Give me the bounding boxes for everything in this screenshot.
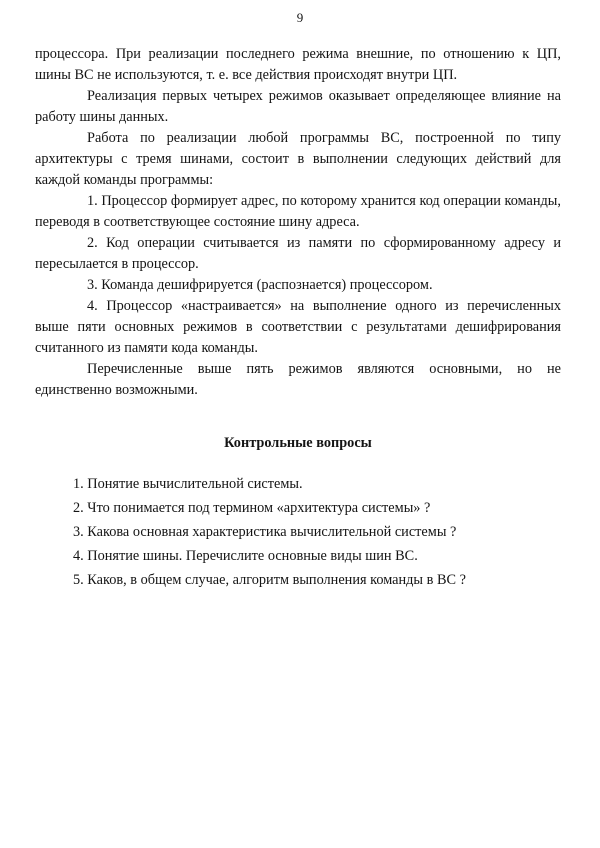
paragraph-program-execution: Работа по реализации любой программы ВС, построенной по типу архитектуры с тремя шинами, состоит в выполнении следующих действий для каждой команды программы: — [35, 130, 561, 188]
questions-list — [35, 472, 561, 592]
step-item: 3. Команда дешифрируется (распознается) процессором. — [87, 277, 433, 293]
paragraph-conclusion: Перечисленные выше пять режимов являются основными, но не единственно возможными. — [35, 361, 561, 398]
page-number: 9 — [296, 10, 304, 25]
section-title: Контрольные вопросы — [224, 435, 372, 451]
step-item: 4. Процессор «настраивается» на выполнение одного из перечисленных выше пяти основных режимов в соответствии с результатами дешифрирования считанного из памяти кода команды. — [35, 298, 561, 356]
question-item: 1. Понятие вычислительной системы. — [73, 476, 303, 492]
page-content — [35, 44, 561, 592]
question-item: 3. Какова основная характеристика вычислительной системы ? — [73, 524, 457, 540]
question-item: 4. Понятие шины. Перечислите основные виды шин ВС. — [73, 548, 418, 564]
paragraph-modes-influence: Реализация первых четырех режимов оказывает определяющее влияние на работу шины данных. — [35, 88, 561, 125]
step-item: 1. Процессор формирует адрес, по которому хранится код операции команды, переводя в соответствующее состояние шину адреса. — [35, 193, 561, 230]
question-item: 2. Что понимается под термином «архитектура системы» ? — [73, 500, 431, 516]
question-item: 5. Каков, в общем случае, алгоритм выполнения команды в ВС ? — [73, 572, 466, 588]
paragraph-continuation: процессора. При реализации последнего режима внешние, по отношению к ЦП, шины ВС не используются, т. е. все действия происходят внутри ЦП. — [35, 46, 561, 83]
step-item: 2. Код операции считывается из памяти по сформированному адресу и пересылается в процессор. — [35, 235, 561, 272]
